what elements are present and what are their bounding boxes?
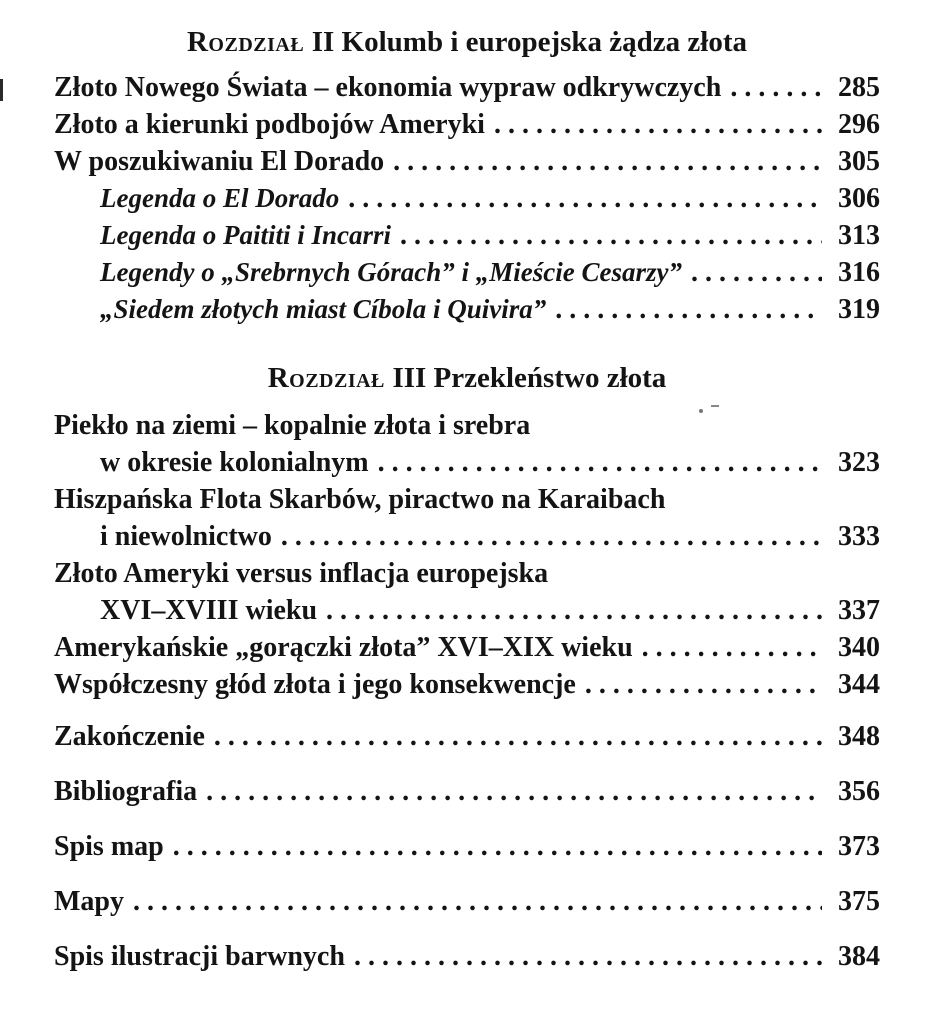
dot-leader [682,254,822,291]
entry-label: Piekło na ziemi – kopalnie złota i srebra [54,410,531,441]
entry-label: W poszukiwaniu El Dorado [54,146,385,177]
backmatter-entry [54,828,880,865]
dot-leader [369,444,822,481]
page-number: 333 [838,521,880,552]
entry-label: Legendy o „Srebrnych Górach” i „Mieście Cesarzy” [100,257,682,287]
page-number: 375 [838,886,880,917]
dot-leader [576,666,822,703]
speck-dot [699,409,703,413]
dot-leader [384,143,822,180]
page-number: 316 [838,257,880,288]
entry-label: Amerykańskie „gorączki złota” XVI–XIX wieku [54,632,633,663]
entry-label: Złoto Nowego Świata – ekonomia wypraw odkrywczych [54,72,722,103]
page-number: 348 [838,721,880,752]
toc-entry-line1 [54,481,880,518]
toc-entry [54,143,880,180]
page-number: 285 [838,72,880,103]
entry-label: Hiszpańska Flota Skarbów, piractwo na Karaibach [54,484,666,515]
toc-subentry [54,254,880,291]
dot-leader [546,291,822,328]
dot-leader [124,883,822,920]
toc-entry [54,106,880,143]
toc-entry [54,666,880,703]
toc-entry-continuation [54,518,880,555]
dot-leader [339,180,822,217]
entry-label: Legenda o Paititi i Incarri [100,220,392,250]
dot-leader [164,828,822,865]
entry-label: Współczesny głód złota i jego konsekwencje [54,669,576,700]
entry-label: Zakończenie [54,721,205,752]
dot-leader [272,518,822,555]
chapter-title: II Kolumb i europejska żądza złota [311,26,748,58]
dot-leader [205,718,822,755]
backmatter-entry [54,773,880,810]
dot-leader [345,938,822,975]
entry-label: w okresie kolonialnym [100,447,369,478]
toc-section-2 [54,69,880,328]
entry-label: Spis ilustracji barwnych [54,941,345,972]
toc-entry-continuation [54,444,880,481]
entry-label: Złoto a kierunki podbojów Ameryki [54,109,485,140]
page-number: 305 [838,146,880,177]
dot-leader [633,629,822,666]
toc-entry-line1 [54,407,880,444]
dot-leader [391,217,822,254]
dot-leader [317,592,822,629]
toc-entry [54,69,880,106]
chapter-heading-2 [54,26,880,58]
page-number: 296 [838,109,880,140]
toc-subentry [54,217,880,254]
backmatter-entry [54,938,880,975]
chapter-heading-3 [54,362,880,394]
chapter-word: Rozdział [267,362,385,394]
chapter-title: III Przekleństwo złota [392,362,667,394]
page-number: 340 [838,632,880,663]
entry-label: Legenda o El Dorado [100,183,340,213]
toc-backmatter [54,718,880,975]
entry-label: XVI–XVIII wieku [100,595,318,626]
backmatter-entry [54,718,880,755]
page-number: 313 [838,220,880,251]
page-number: 306 [838,183,880,214]
entry-label: Mapy [54,886,124,917]
toc-entry [54,629,880,666]
dot-leader [485,106,822,143]
scan-edge-artifact [0,79,3,101]
entry-label: Spis map [54,831,164,862]
entry-label: Złoto Ameryki versus inflacja europejska [54,558,549,589]
toc-subentry [54,291,880,328]
page-number: 319 [838,294,880,325]
chapter-word: Rozdział [186,26,305,58]
speck-dash [711,405,719,407]
entry-label: Bibliografia [54,776,198,807]
toc-entry-continuation [54,592,880,629]
page-number: 373 [838,831,880,862]
toc-subentry [54,180,880,217]
dot-leader [197,773,822,810]
page-number: 323 [838,447,880,478]
page-number: 356 [838,776,880,807]
toc-entry-line1 [54,555,880,592]
entry-label: i niewolnictwo [100,521,272,552]
dot-leader [721,69,822,106]
backmatter-entry [54,883,880,920]
entry-label: „Siedem złotych miast Cíbola i Quivira” [100,294,547,324]
scan-speck-artifact [697,403,721,415]
page-number: 384 [838,941,880,972]
page-number: 344 [838,669,880,700]
page-number: 337 [838,595,880,626]
toc-section-3 [54,407,880,703]
